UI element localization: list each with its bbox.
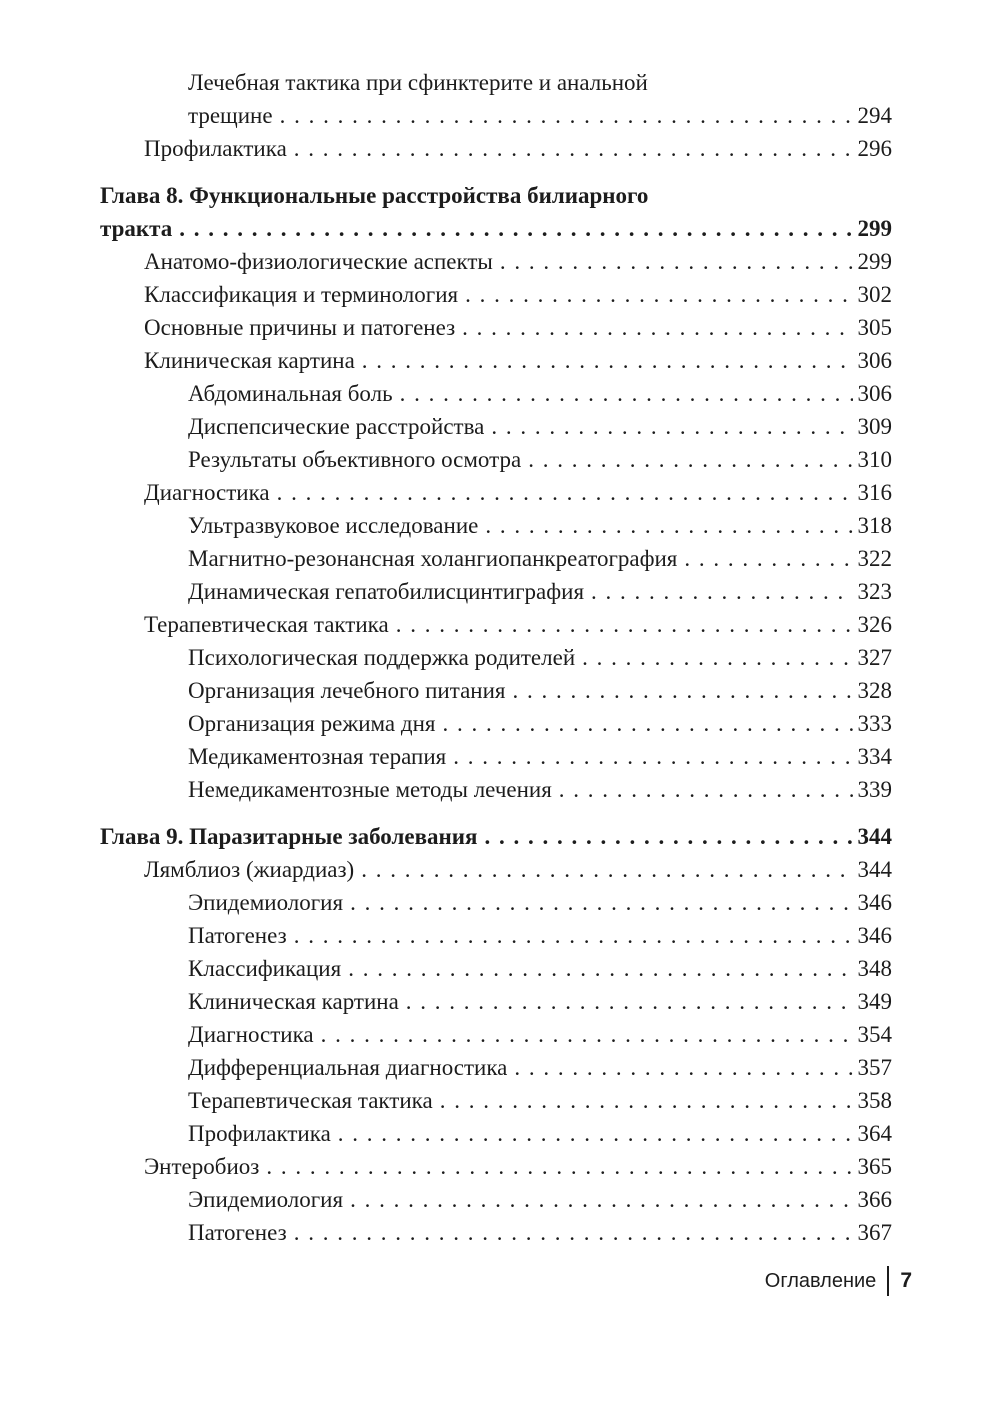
toc-entry-title: Магнитно-резонансная холангиопанкреатография — [188, 546, 678, 571]
toc-line — [188, 443, 892, 476]
toc-page-number: 333 — [857, 711, 892, 736]
toc-entry — [100, 132, 892, 165]
toc-entry — [100, 311, 892, 344]
dot-leader — [348, 952, 852, 985]
toc-entry — [100, 886, 892, 919]
dot-leader — [462, 311, 852, 344]
dot-leader — [528, 443, 852, 476]
toc-line — [188, 66, 892, 99]
toc-page-number: 323 — [857, 579, 892, 604]
toc-entry — [100, 985, 892, 1018]
toc-page-number: 299 — [857, 249, 892, 274]
toc-entry-title: Эпидемиология — [188, 1187, 344, 1212]
toc-entry-title: Немедикаментозные методы лечения — [188, 777, 552, 802]
toc-line — [188, 99, 892, 132]
toc-line — [188, 740, 892, 773]
toc-entry-title: Клиническая картина — [144, 348, 355, 373]
toc-page-number: 366 — [857, 1187, 892, 1212]
toc-line — [100, 179, 892, 212]
toc-line — [144, 608, 892, 641]
toc-page-number: 309 — [857, 414, 892, 439]
footer-section-label: Оглавление — [764, 1269, 877, 1292]
toc-entry-title: Диспепсические расстройства — [188, 414, 485, 439]
toc-line — [188, 1183, 892, 1216]
toc-line — [188, 1051, 892, 1084]
toc-entry — [100, 707, 892, 740]
toc-line — [188, 641, 892, 674]
toc-line — [188, 509, 892, 542]
toc-line — [188, 1216, 892, 1249]
toc-line — [144, 132, 892, 165]
toc-page-number: 334 — [857, 744, 892, 769]
toc-page-number: 306 — [857, 348, 892, 373]
toc-entry-title: Ультразвуковое исследование — [188, 513, 479, 538]
toc-entry-title: Результаты объективного осмотра — [188, 447, 522, 472]
toc-line — [188, 886, 892, 919]
toc-entry-title: Диагностика — [188, 1022, 314, 1047]
toc-line — [144, 245, 892, 278]
toc-page-number: 296 — [857, 136, 892, 161]
toc-entry — [100, 919, 892, 952]
toc-entry — [100, 1018, 892, 1051]
toc-line — [100, 820, 892, 853]
toc-page-number: 348 — [857, 956, 892, 981]
toc-entry — [100, 476, 892, 509]
dot-leader — [294, 919, 853, 952]
toc-entry-title: Основные причины и патогенез — [144, 315, 456, 340]
toc-chapter-entry — [100, 179, 892, 245]
toc-page-number: 367 — [857, 1220, 892, 1245]
toc-page-number: 305 — [857, 315, 892, 340]
toc-entry-title: Абдоминальная боль — [188, 381, 393, 406]
toc-entry-title: Организация лечебного питания — [188, 678, 506, 703]
toc-entry-title: Психологическая поддержка родителей — [188, 645, 576, 670]
toc-entry — [100, 1150, 892, 1183]
toc-entry-title: Классификация и терминология — [144, 282, 459, 307]
toc-entry — [100, 641, 892, 674]
toc-entry — [100, 1051, 892, 1084]
toc-page-number: 344 — [857, 857, 892, 882]
toc-page-number: 306 — [857, 381, 892, 406]
toc-line — [188, 542, 892, 575]
dot-leader — [485, 509, 852, 542]
toc-entry-title: Лечебная тактика при сфинктерите и анальной — [188, 70, 648, 95]
toc-entry-title: трещине — [188, 103, 273, 128]
toc-line — [144, 311, 892, 344]
toc-line — [188, 1117, 892, 1150]
toc-line — [188, 707, 892, 740]
toc-entry-title: Терапевтическая тактика — [144, 612, 389, 637]
toc-entry — [100, 509, 892, 542]
toc-entry-title: Профилактика — [188, 1121, 331, 1146]
dot-leader — [442, 707, 852, 740]
toc-page-number: 327 — [857, 645, 892, 670]
toc-entry — [100, 773, 892, 806]
toc-page-number: 322 — [857, 546, 892, 571]
dot-leader — [484, 820, 852, 853]
toc-entry — [100, 1216, 892, 1249]
toc-entry-title: Патогенез — [188, 923, 287, 948]
toc-page-number: 299 — [857, 216, 892, 241]
toc-entry-title: тракта — [100, 216, 173, 241]
dot-leader — [179, 212, 852, 245]
toc-entry-title: Глава 9. Паразитарные заболевания — [100, 824, 478, 849]
dot-leader — [406, 985, 853, 1018]
toc-entry — [100, 443, 892, 476]
dot-leader — [266, 1150, 852, 1183]
dot-leader — [396, 608, 853, 641]
toc-line — [188, 1018, 892, 1051]
toc-entry-title: Клиническая картина — [188, 989, 399, 1014]
toc-line — [144, 476, 892, 509]
toc-entry-title: Патогенез — [188, 1220, 287, 1245]
toc-entry-title: Дифференциальная диагностика — [188, 1055, 508, 1080]
toc-page-number: 318 — [857, 513, 892, 538]
dot-leader — [350, 1183, 852, 1216]
toc-line — [188, 377, 892, 410]
toc-line — [144, 1150, 892, 1183]
dot-leader — [582, 641, 852, 674]
toc-entry-title: Медикаментозная терапия — [188, 744, 447, 769]
dot-leader — [491, 410, 852, 443]
footer-divider — [887, 1266, 889, 1296]
dot-leader — [280, 99, 853, 132]
toc-page-number: 302 — [857, 282, 892, 307]
toc-entry-title: Анатомо-физиологические аспекты — [144, 249, 493, 274]
toc-line — [188, 919, 892, 952]
toc-page-number: 349 — [857, 989, 892, 1014]
table-of-contents — [100, 66, 892, 1249]
toc-entry — [100, 377, 892, 410]
toc-entry — [100, 245, 892, 278]
toc-page-number: 365 — [857, 1154, 892, 1179]
toc-entry — [100, 1084, 892, 1117]
toc-entry — [100, 1183, 892, 1216]
dot-leader — [591, 575, 852, 608]
toc-entry-title: Энтеробиоз — [144, 1154, 260, 1179]
toc-line — [188, 410, 892, 443]
toc-page-number: 328 — [857, 678, 892, 703]
toc-page-number: 344 — [857, 824, 892, 849]
toc-entry — [100, 952, 892, 985]
dot-leader — [277, 476, 853, 509]
toc-page-number: 294 — [857, 103, 892, 128]
toc-entry — [100, 344, 892, 377]
dot-leader — [514, 1051, 852, 1084]
dot-leader — [294, 1216, 853, 1249]
toc-entry-title: Лямблиоз (жиардиаз) — [144, 857, 355, 882]
toc-entry-title: Классификация — [188, 956, 342, 981]
toc-entry-title: Динамическая гепатобилисцинтиграфия — [188, 579, 585, 604]
toc-entry — [100, 542, 892, 575]
dot-leader — [362, 344, 853, 377]
toc-line — [188, 952, 892, 985]
toc-entry-title: Диагностика — [144, 480, 270, 505]
dot-leader — [453, 740, 852, 773]
dot-leader — [294, 132, 853, 165]
toc-entry — [100, 1117, 892, 1150]
toc-entry-title: Эпидемиология — [188, 890, 344, 915]
toc-entry — [100, 278, 892, 311]
toc-page-number: 358 — [857, 1088, 892, 1113]
toc-page-number: 357 — [857, 1055, 892, 1080]
toc-entry-title: Организация режима дня — [188, 711, 436, 736]
toc-entry-title: Глава 8. Функциональные расстройства билиарного — [100, 183, 649, 208]
toc-line — [144, 278, 892, 311]
dot-leader — [500, 245, 853, 278]
dot-leader — [559, 773, 853, 806]
toc-entry-title: Профилактика — [144, 136, 287, 161]
toc-page-number: 310 — [857, 447, 892, 472]
dot-leader — [400, 377, 853, 410]
toc-page-number: 339 — [857, 777, 892, 802]
toc-chapter-entry — [100, 820, 892, 853]
toc-entry — [100, 66, 892, 132]
toc-page-number: 346 — [857, 890, 892, 915]
toc-line — [144, 853, 892, 886]
toc-line — [188, 773, 892, 806]
toc-page-number: 346 — [857, 923, 892, 948]
dot-leader — [440, 1084, 853, 1117]
toc-entry — [100, 674, 892, 707]
dot-leader — [350, 886, 852, 919]
toc-entry — [100, 410, 892, 443]
toc-line — [188, 1084, 892, 1117]
toc-entry-title: Терапевтическая тактика — [188, 1088, 433, 1113]
footer-page-number: 7 — [900, 1269, 912, 1292]
dot-leader — [361, 853, 852, 886]
toc-page-number: 364 — [857, 1121, 892, 1146]
toc-line — [100, 212, 892, 245]
page-footer — [765, 1266, 912, 1296]
toc-line — [188, 575, 892, 608]
toc-entry — [100, 608, 892, 641]
dot-leader — [512, 674, 852, 707]
toc-page-number: 326 — [857, 612, 892, 637]
dot-leader — [684, 542, 852, 575]
toc-entry — [100, 853, 892, 886]
dot-leader — [338, 1117, 853, 1150]
toc-page-number: 354 — [857, 1022, 892, 1047]
toc-line — [188, 674, 892, 707]
dot-leader — [465, 278, 852, 311]
toc-entry — [100, 740, 892, 773]
toc-line — [188, 985, 892, 1018]
toc-page-number: 316 — [857, 480, 892, 505]
dot-leader — [321, 1018, 853, 1051]
toc-line — [144, 344, 892, 377]
toc-entry — [100, 575, 892, 608]
